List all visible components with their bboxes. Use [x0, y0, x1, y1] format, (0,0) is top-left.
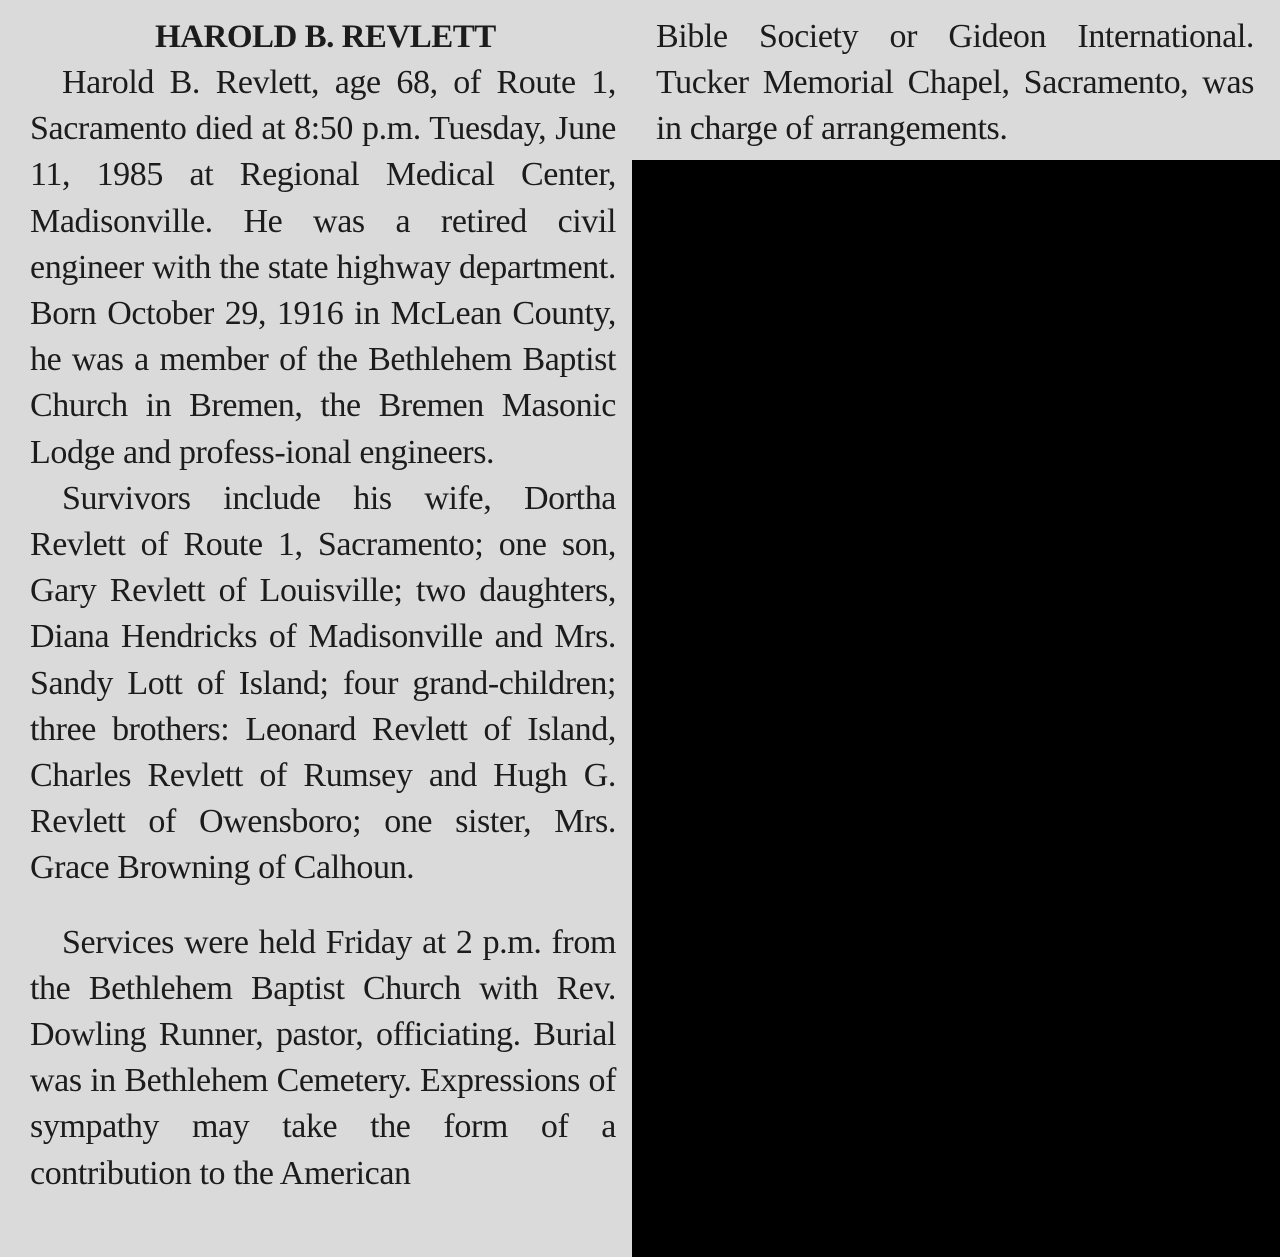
obituary-paragraph-3: Services were held Friday at 2 p.m. from the Bethlehem Baptist Church with Rev. Dowling Runner, pastor, officiating. Burial was in Bethlehem Cemetery. Expressions of sympathy may take the form of a contribution to the American — [30, 923, 616, 1192]
left-column — [30, 14, 616, 1197]
redaction-block — [632, 160, 1280, 1257]
obituary-headline: HAROLD B. REVLETT — [155, 19, 496, 55]
obituary-paragraph-2: Survivors include his wife, Dortha Revlett of Route 1, Sacramento; one son, Gary Revlett of Louisville; two daughters, Diana Hendricks of Madisonville and Mrs. Sandy Lott of Island; four grand-children; three brothers: Leonard Revlett of Island, Charles Revlett of Rumsey and Hugh G. Revlett of Owensboro; one sister, Mrs. Grace Browning of Calhoun. — [30, 479, 616, 887]
obituary-paragraph-1: Harold B. Revlett, age 68, of Route 1, Sacramento died at 8:50 p.m. Tuesday, June 11, 1985 at Regional Medical Center, Madisonville. He was a retired civil engineer with the state highway department. Born October 29, 1916 in McLean County, he was a member of the Bethlehem Baptist Church in Bremen, the Bremen Masonic Lodge and profess-ional engineers. — [30, 64, 616, 471]
paragraph-gap — [30, 892, 616, 920]
right-column — [656, 14, 1254, 153]
obituary-continuation: Bible Society or Gideon International. Tucker Memorial Chapel, Sacramento, was in charge of arrangements. — [656, 18, 1254, 148]
